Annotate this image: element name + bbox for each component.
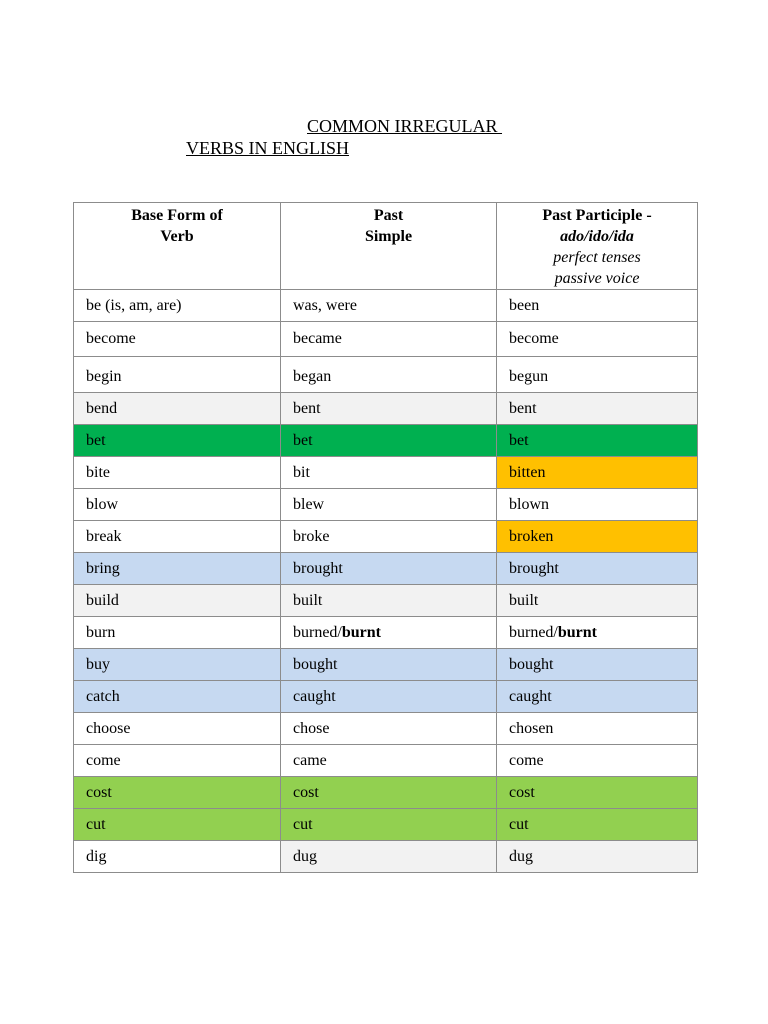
base-cell: bring <box>74 553 281 585</box>
table-row <box>74 841 698 873</box>
table-header-row <box>74 203 698 290</box>
base-cell: bend <box>74 393 281 425</box>
participle-cell: bent <box>497 393 698 425</box>
header-past-simple-line1: Past <box>373 207 404 224</box>
header-past-participle <box>497 203 698 290</box>
header-base-form <box>74 203 281 290</box>
base-cell: bite <box>74 457 281 489</box>
participle-cell: bought <box>497 649 698 681</box>
participle-plain-text: burned/ <box>509 623 558 641</box>
base-cell: cost <box>74 777 281 809</box>
base-cell: build <box>74 585 281 617</box>
past-cell: caught <box>281 681 497 713</box>
past-cell: bought <box>281 649 497 681</box>
header-base-form-line2: Verb <box>160 228 194 245</box>
participle-cell: built <box>497 585 698 617</box>
past-cell: cost <box>281 777 497 809</box>
base-cell: choose <box>74 713 281 745</box>
base-cell: break <box>74 521 281 553</box>
table-row <box>74 745 698 777</box>
header-past-simple-line2: Simple <box>364 228 413 245</box>
base-cell: be (is, am, are) <box>74 290 281 322</box>
header-past-simple <box>281 203 497 290</box>
past-cell: was, were <box>281 290 497 322</box>
header-passive-voice: passive voice <box>554 270 640 287</box>
header-past-participle-endings: ado/ido/ida <box>560 228 634 245</box>
past-cell: became <box>281 322 497 357</box>
past-plain-text: burned/ <box>293 623 342 641</box>
base-cell: become <box>74 322 281 357</box>
past-cell: dug <box>281 841 497 873</box>
table-row <box>74 290 698 322</box>
table-row <box>74 681 698 713</box>
participle-cell: become <box>497 322 698 357</box>
table-row <box>74 649 698 681</box>
participle-cell: blown <box>497 489 698 521</box>
participle-cell: cost <box>497 777 698 809</box>
participle-cell: caught <box>497 681 698 713</box>
table-row <box>74 457 698 489</box>
header-perfect-tenses: perfect tenses <box>553 249 641 266</box>
past-cell: bet <box>281 425 497 457</box>
participle-cell: brought <box>497 553 698 585</box>
base-cell: burn <box>74 617 281 649</box>
past-cell: came <box>281 745 497 777</box>
participle-cell: bet <box>497 425 698 457</box>
base-cell: blow <box>74 489 281 521</box>
table-row <box>74 617 698 649</box>
table-row <box>74 489 698 521</box>
participle-bold-text: burnt <box>557 623 597 641</box>
participle-cell: been <box>497 290 698 322</box>
participle-cell: begun <box>497 357 698 393</box>
past-cell: built <box>281 585 497 617</box>
header-base-form-line1: Base Form of <box>131 207 223 224</box>
past-cell <box>281 617 497 649</box>
participle-cell: bitten <box>497 457 698 489</box>
table-row <box>74 553 698 585</box>
table-row <box>74 585 698 617</box>
past-cell: broke <box>281 521 497 553</box>
table-row <box>74 322 698 357</box>
past-cell: brought <box>281 553 497 585</box>
participle-cell: dug <box>497 841 698 873</box>
base-cell: dig <box>74 841 281 873</box>
past-bold-text: burnt <box>341 623 381 641</box>
participle-cell: come <box>497 745 698 777</box>
base-cell: cut <box>74 809 281 841</box>
page-title-line2: VERBS IN ENGLISH <box>186 138 350 158</box>
table-row <box>74 809 698 841</box>
table-row <box>74 357 698 393</box>
table-row <box>74 521 698 553</box>
table-row <box>74 713 698 745</box>
participle-cell <box>497 617 698 649</box>
participle-cell: cut <box>497 809 698 841</box>
past-cell: cut <box>281 809 497 841</box>
base-cell: catch <box>74 681 281 713</box>
page-title-line1: COMMON IRREGULAR <box>307 116 503 136</box>
table-row <box>74 393 698 425</box>
base-cell: bet <box>74 425 281 457</box>
base-cell: buy <box>74 649 281 681</box>
past-cell: bent <box>281 393 497 425</box>
participle-cell: chosen <box>497 713 698 745</box>
table-row <box>74 777 698 809</box>
past-cell: began <box>281 357 497 393</box>
table-row <box>74 425 698 457</box>
base-cell: come <box>74 745 281 777</box>
past-cell: chose <box>281 713 497 745</box>
past-cell: bit <box>281 457 497 489</box>
participle-cell: broken <box>497 521 698 553</box>
past-cell: blew <box>281 489 497 521</box>
base-cell: begin <box>74 357 281 393</box>
irregular-verbs-table <box>73 202 698 873</box>
header-past-participle-line1: Past Participle - <box>542 207 652 224</box>
